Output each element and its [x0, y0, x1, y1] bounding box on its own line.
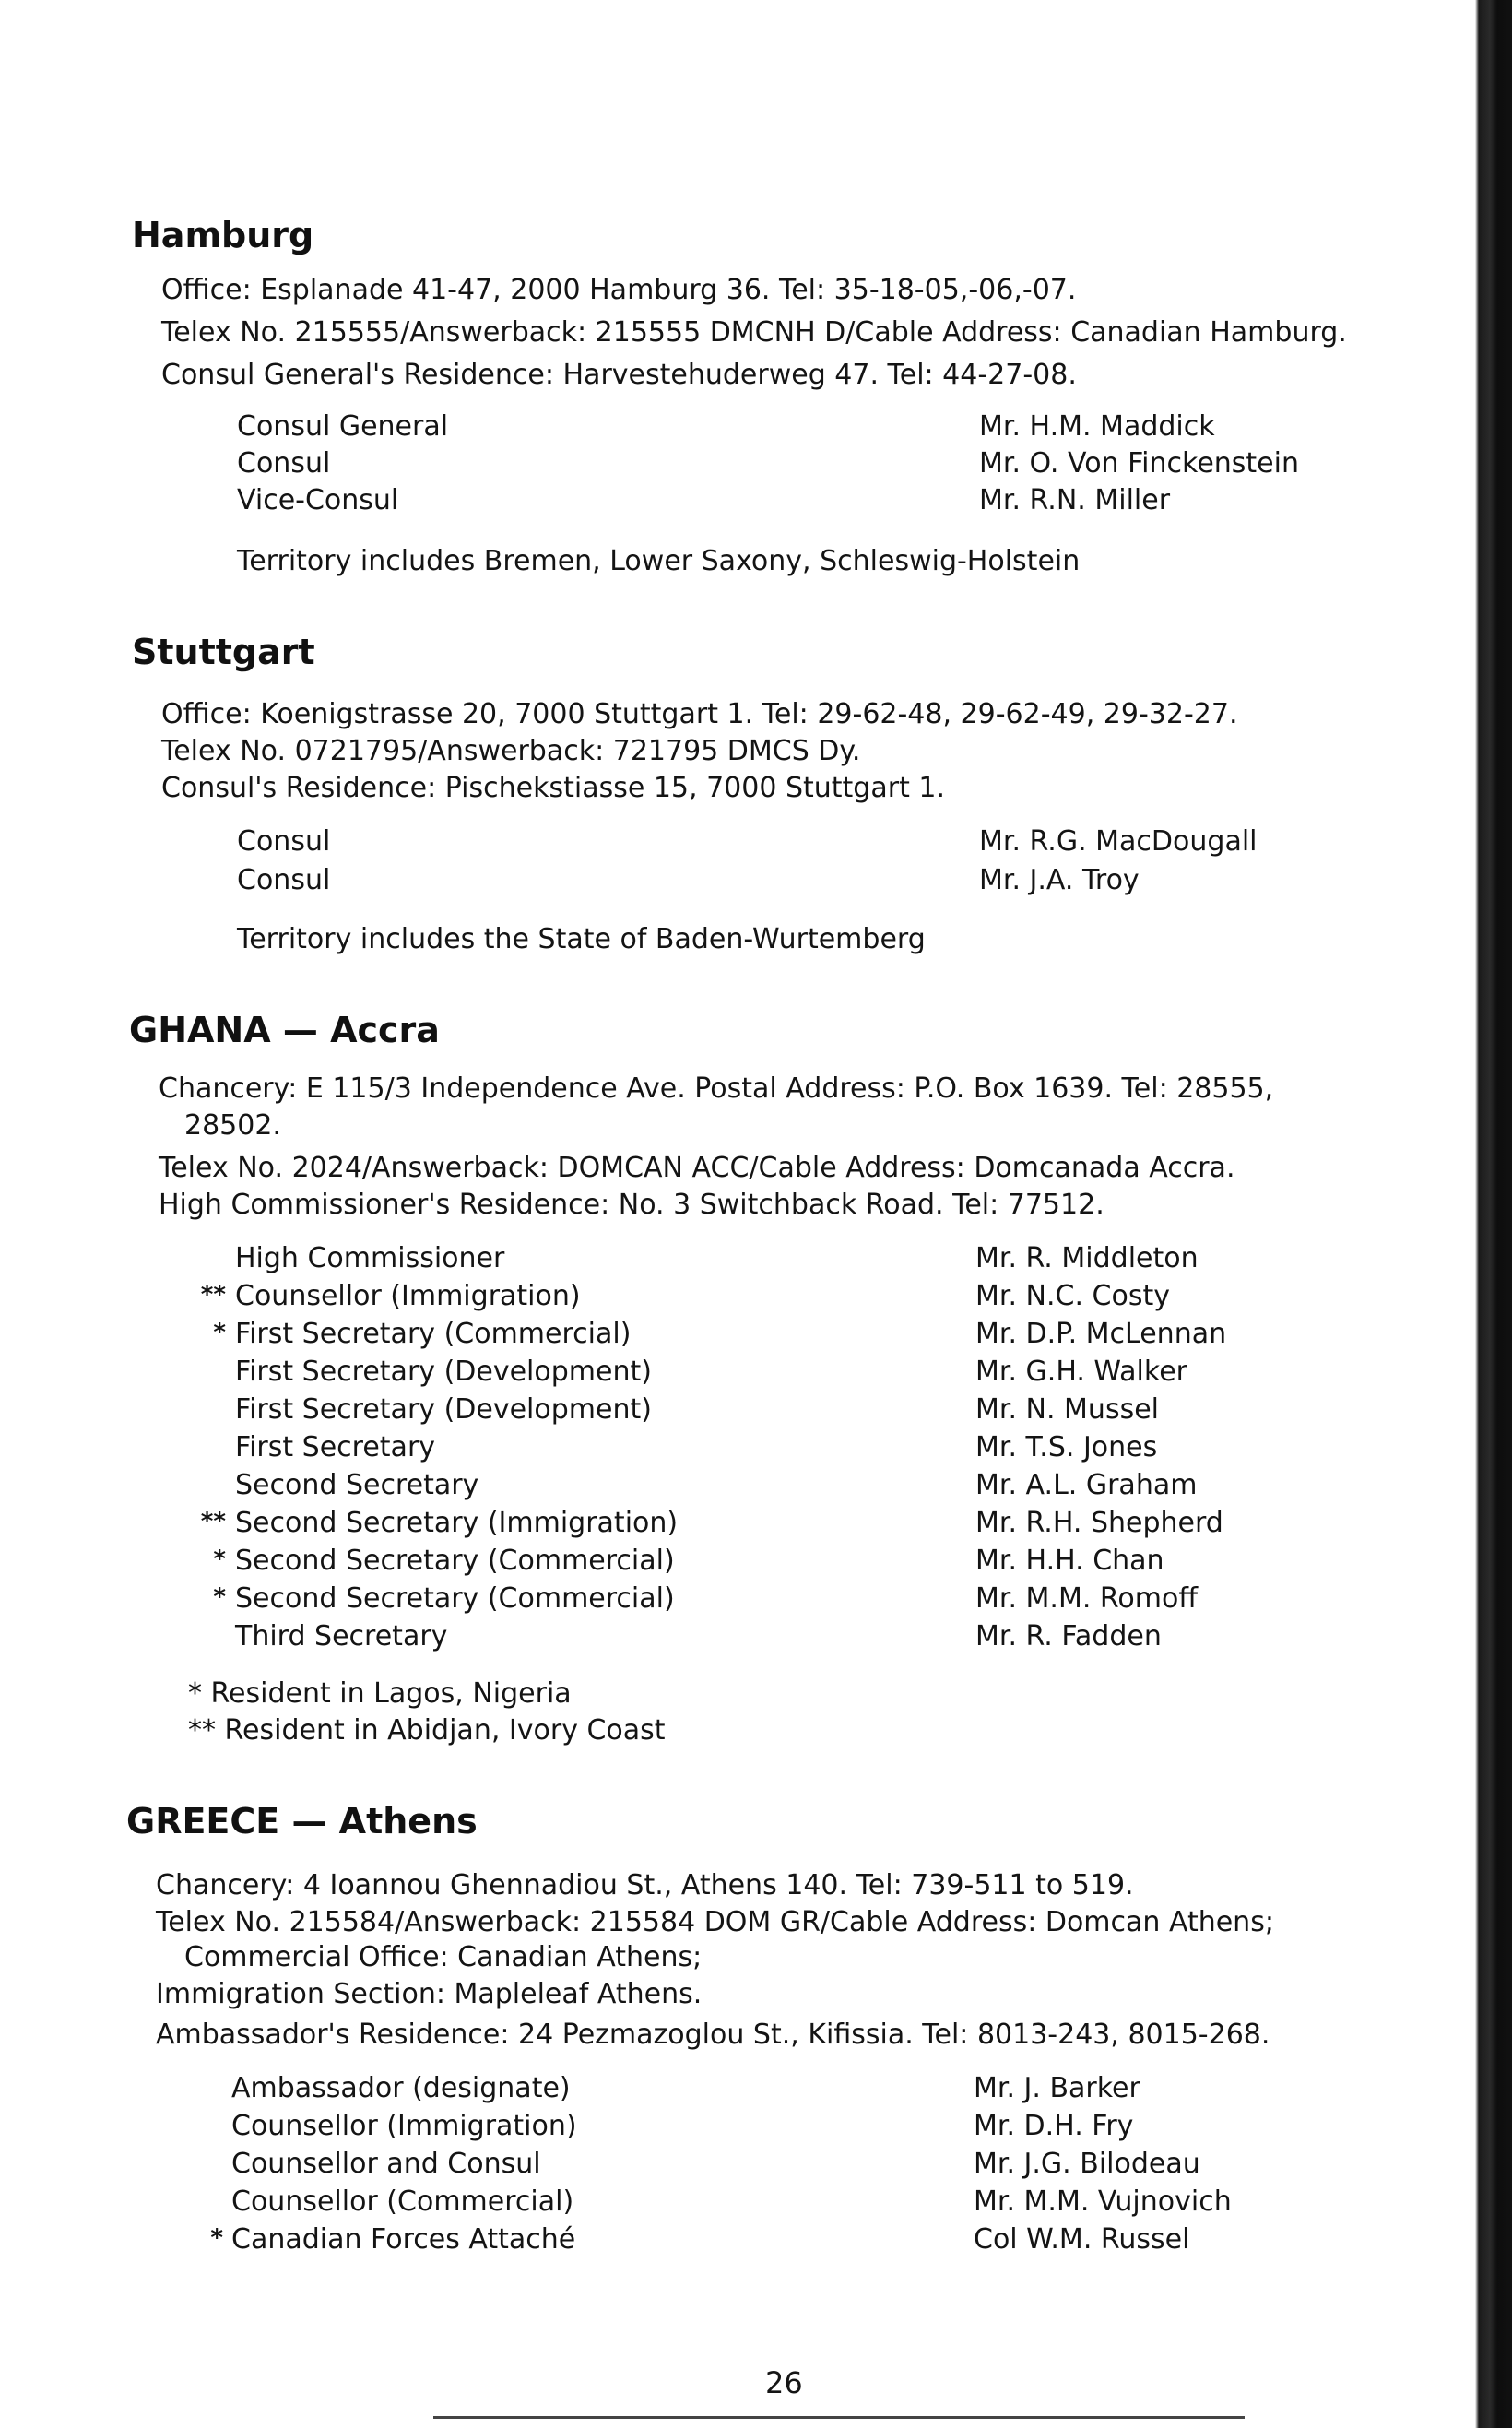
staff-name: Col W.M. Russel — [974, 2223, 1190, 2256]
staff-title: First Secretary (Development) — [235, 1393, 652, 1426]
territory-note: Territory includes Bremen, Lower Saxony, Schleswig-Holstein — [237, 545, 1081, 577]
staff-name: Mr. N.C. Costy — [975, 1280, 1170, 1312]
staff-title: Second Secretary (Commercial) — [235, 1545, 675, 1577]
staff-name: Mr. H.M. Maddick — [979, 410, 1215, 443]
staff-title: First Secretary (Development) — [235, 1356, 652, 1388]
staff-name: Mr. M.M. Vujnovich — [974, 2185, 1232, 2218]
staff-name: Mr. R.H. Shepherd — [975, 1507, 1223, 1539]
info-line: Consul General's Residence: Harvestehuderweg 47. Tel: 44-27-08. — [161, 359, 1077, 391]
footnote-mark: * — [213, 1546, 226, 1573]
info-line: Telex No. 215555/Answerback: 215555 DMCNH D/Cable Address: Canadian Hamburg. — [161, 316, 1347, 349]
info-line: Chancery: E 115/3 Independence Ave. Postal Address: P.O. Box 1639. Tel: 28555, — [159, 1072, 1274, 1105]
staff-name: Mr. N. Mussel — [975, 1393, 1159, 1426]
info-line: Telex No. 2024/Answerback: DOMCAN ACC/Cable Address: Domcanada Accra. — [159, 1152, 1235, 1184]
info-line: High Commissioner's Residence: No. 3 Switchback Road. Tel: 77512. — [159, 1189, 1104, 1221]
staff-title: Second Secretary (Commercial) — [235, 1582, 675, 1615]
info-line: Office: Koenigstrasse 20, 7000 Stuttgart 1. Tel: 29-62-48, 29-62-49, 29-32-27. — [161, 698, 1238, 730]
staff-name: Mr. D.P. McLennan — [975, 1318, 1227, 1350]
footnote-mark: * — [213, 1583, 226, 1611]
info-line: Telex No. 0721795/Answerback: 721795 DMCS Dy. — [161, 735, 861, 767]
staff-title: Third Secretary — [235, 1620, 448, 1652]
info-line: Office: Esplanade 41-47, 2000 Hamburg 36. Tel: 35-18-05,-06,-07. — [161, 274, 1077, 306]
footnote-mark: * — [213, 1319, 226, 1346]
staff-title: Consul — [237, 864, 331, 896]
info-line: Immigration Section: Mapleleaf Athens. — [156, 1978, 703, 2010]
section-heading: GREECE — Athens — [126, 1801, 478, 1842]
territory-note: Territory includes the State of Baden-Wurtemberg — [237, 923, 926, 955]
staff-title: Counsellor and Consul — [231, 2148, 541, 2180]
info-line: Chancery: 4 Ioannou Ghennadiou St., Athens 140. Tel: 739-511 to 519. — [156, 1869, 1134, 1901]
info-line: 28502. — [184, 1109, 281, 1142]
staff-name: Mr. R.N. Miller — [979, 484, 1171, 516]
info-line: Commercial Office: Canadian Athens; — [184, 1941, 703, 1973]
staff-title: Counsellor (Commercial) — [231, 2185, 574, 2218]
section-heading: GHANA — Accra — [129, 1010, 440, 1050]
footnote-mark: * — [210, 2224, 223, 2252]
staff-title: Vice-Consul — [237, 484, 399, 516]
staff-title: Canadian Forces Attaché — [231, 2223, 576, 2256]
staff-name: Mr. D.H. Fry — [974, 2110, 1134, 2142]
staff-title: Consul — [237, 447, 331, 480]
staff-name: Mr. O. Von Finckenstein — [979, 447, 1299, 480]
staff-name: Mr. R. Middleton — [975, 1242, 1199, 1274]
staff-name: Mr. J.A. Troy — [979, 864, 1140, 896]
footnote: ** Resident in Abidjan, Ivory Coast — [188, 1714, 666, 1747]
footnote: * Resident in Lagos, Nigeria — [188, 1677, 572, 1710]
staff-title: Second Secretary — [235, 1469, 479, 1501]
staff-title: First Secretary — [235, 1431, 436, 1463]
staff-title: Second Secretary (Immigration) — [235, 1507, 679, 1539]
staff-title: First Secretary (Commercial) — [235, 1318, 632, 1350]
staff-name: Mr. G.H. Walker — [975, 1356, 1187, 1388]
staff-name: Mr. H.H. Chan — [975, 1545, 1164, 1577]
staff-name: Mr. J. Barker — [974, 2072, 1140, 2104]
section-heading: Stuttgart — [132, 632, 315, 672]
info-line: Ambassador's Residence: 24 Pezmazoglou St., Kifissia. Tel: 8013-243, 8015-268. — [156, 2019, 1270, 2051]
page-number: 26 — [765, 2365, 803, 2400]
staff-name: Mr. M.M. Romoff — [975, 1582, 1199, 1615]
staff-title: Consul General — [237, 410, 449, 443]
staff-title: High Commissioner — [235, 1242, 505, 1274]
staff-name: Mr. T.S. Jones — [975, 1431, 1158, 1463]
staff-name: Mr. R.G. MacDougall — [979, 825, 1258, 858]
info-line: Consul's Residence: Pischekstiasse 15, 7000 Stuttgart 1. — [161, 772, 945, 804]
staff-name: Mr. A.L. Graham — [975, 1469, 1198, 1501]
staff-title: Counsellor (Immigration) — [235, 1280, 581, 1312]
footnote-mark: ** — [200, 1508, 226, 1535]
info-line: Telex No. 215584/Answerback: 215584 DOM GR/Cable Address: Domcan Athens; — [156, 1906, 1274, 1938]
staff-title: Ambassador (designate) — [231, 2072, 571, 2104]
bottom-rule — [433, 2416, 1245, 2419]
staff-title: Consul — [237, 825, 331, 858]
book-spine-shadow — [1470, 0, 1512, 2428]
staff-name: Mr. J.G. Bilodeau — [974, 2148, 1200, 2180]
staff-title: Counsellor (Immigration) — [231, 2110, 577, 2142]
footnote-mark: ** — [200, 1281, 226, 1309]
staff-name: Mr. R. Fadden — [975, 1620, 1162, 1652]
section-heading: Hamburg — [132, 215, 314, 255]
